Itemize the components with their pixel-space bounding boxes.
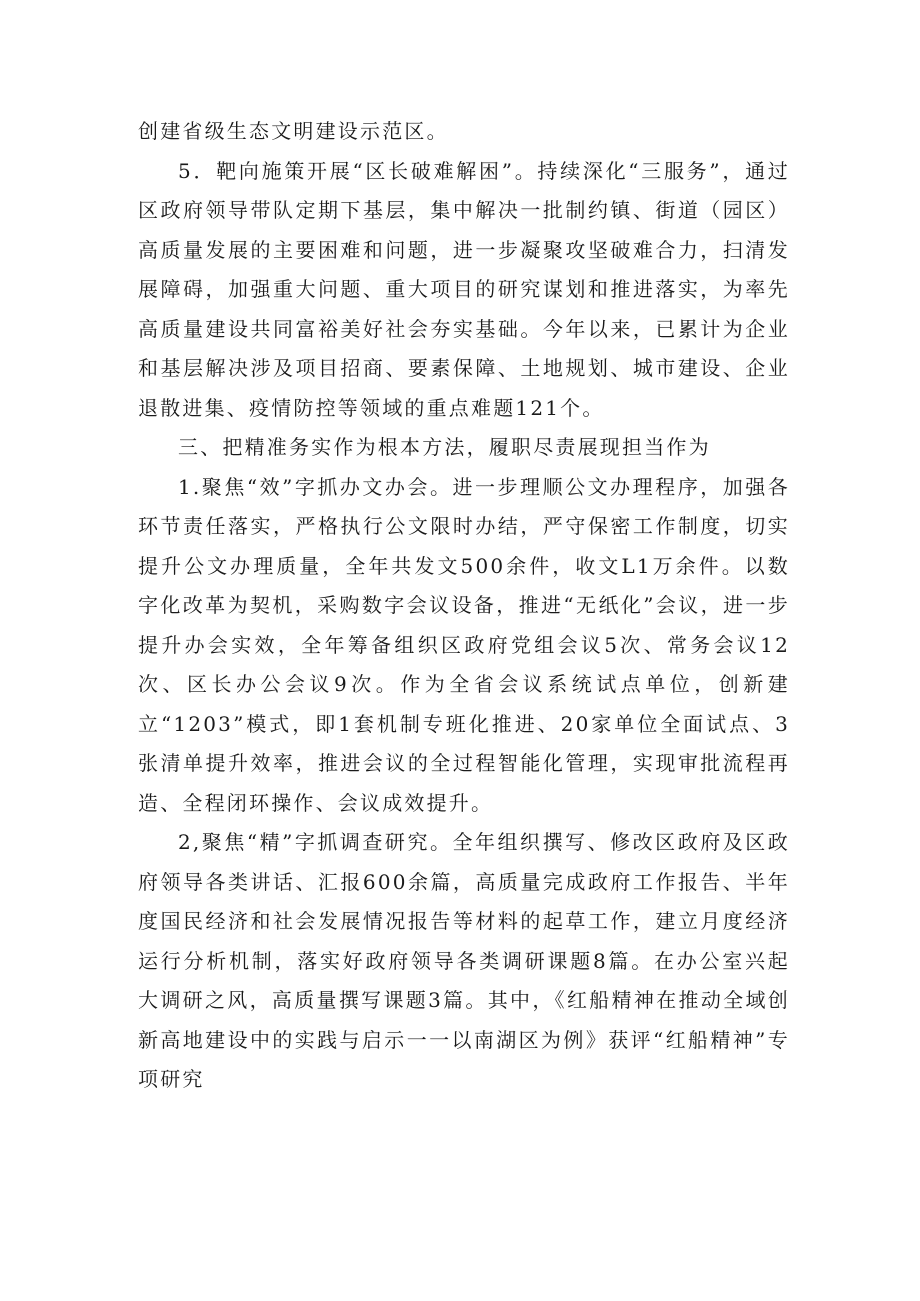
section-heading-3: 三、把精准务实作为根本方法，履职尽责展现担当作为 bbox=[178, 435, 711, 459]
paragraph-item-2: 2,聚焦“精”字抓调查研究。全年组织撰写、修改区政府及区政府领导各类讲话、汇报600余篇，高质量完成政府工作报告、半年度国民经济和社会发展情况报告等材料的起草工作，建立月度经济运行分析机制，落实好政府领导各类调研课题8篇。在办公室兴起大调研之风，高质量撰写课题3篇。其中，《红船精神在推动全域创新高地建设中的实践与启示一一以南湖区为例》获评“红船精神”专项研究 bbox=[138, 830, 790, 1091]
paragraph-item-5: 5．靶向施策开展“区长破难解困”。持续深化“三服务”，通过区政府领导带队定期下基层，集中解决一批制约镇、街道（园区）高质量发展的主要困难和问题，进一步凝聚攻坚破难合力，扫清发展障碍，加强重大问题、重大项目的研究谋划和推进落实，为率先高质量建设共同富裕美好社会夯实基础。今年以来，已累计为企业和基层解决涉及项目招商、要素保障、土地规划、城市建设、企业退散进集、疫情防控等领域的重点难题121个。 bbox=[138, 158, 790, 420]
paragraph-item-1: 1.聚焦“效”字抓办文办会。进一步理顺公文办理程序，加强各环节责任落实，严格执行公文限时办结，严守保密工作制度，切实提升公文办理质量，全年共发文500余件，收文L1万余件。以数字化改革为契机，采购数字会议设备，推进“无纸化”会议，进一步提升办会实效，全年筹备组织区政府党组会议5次、常务会议12次、区长办公会议9次。作为全省会议系统试点单位，创新建立“1203”模式，即1套机制专班化推进、20家单位全面试点、3张清单提升效率，推进会议的全过程智能化管理，实现审批流程再造、全程闭环操作、会议成效提升。 bbox=[138, 474, 790, 815]
paragraph-continuation: 创建省级生态文明建设示范区。 bbox=[138, 119, 449, 143]
document-body bbox=[138, 112, 790, 1100]
